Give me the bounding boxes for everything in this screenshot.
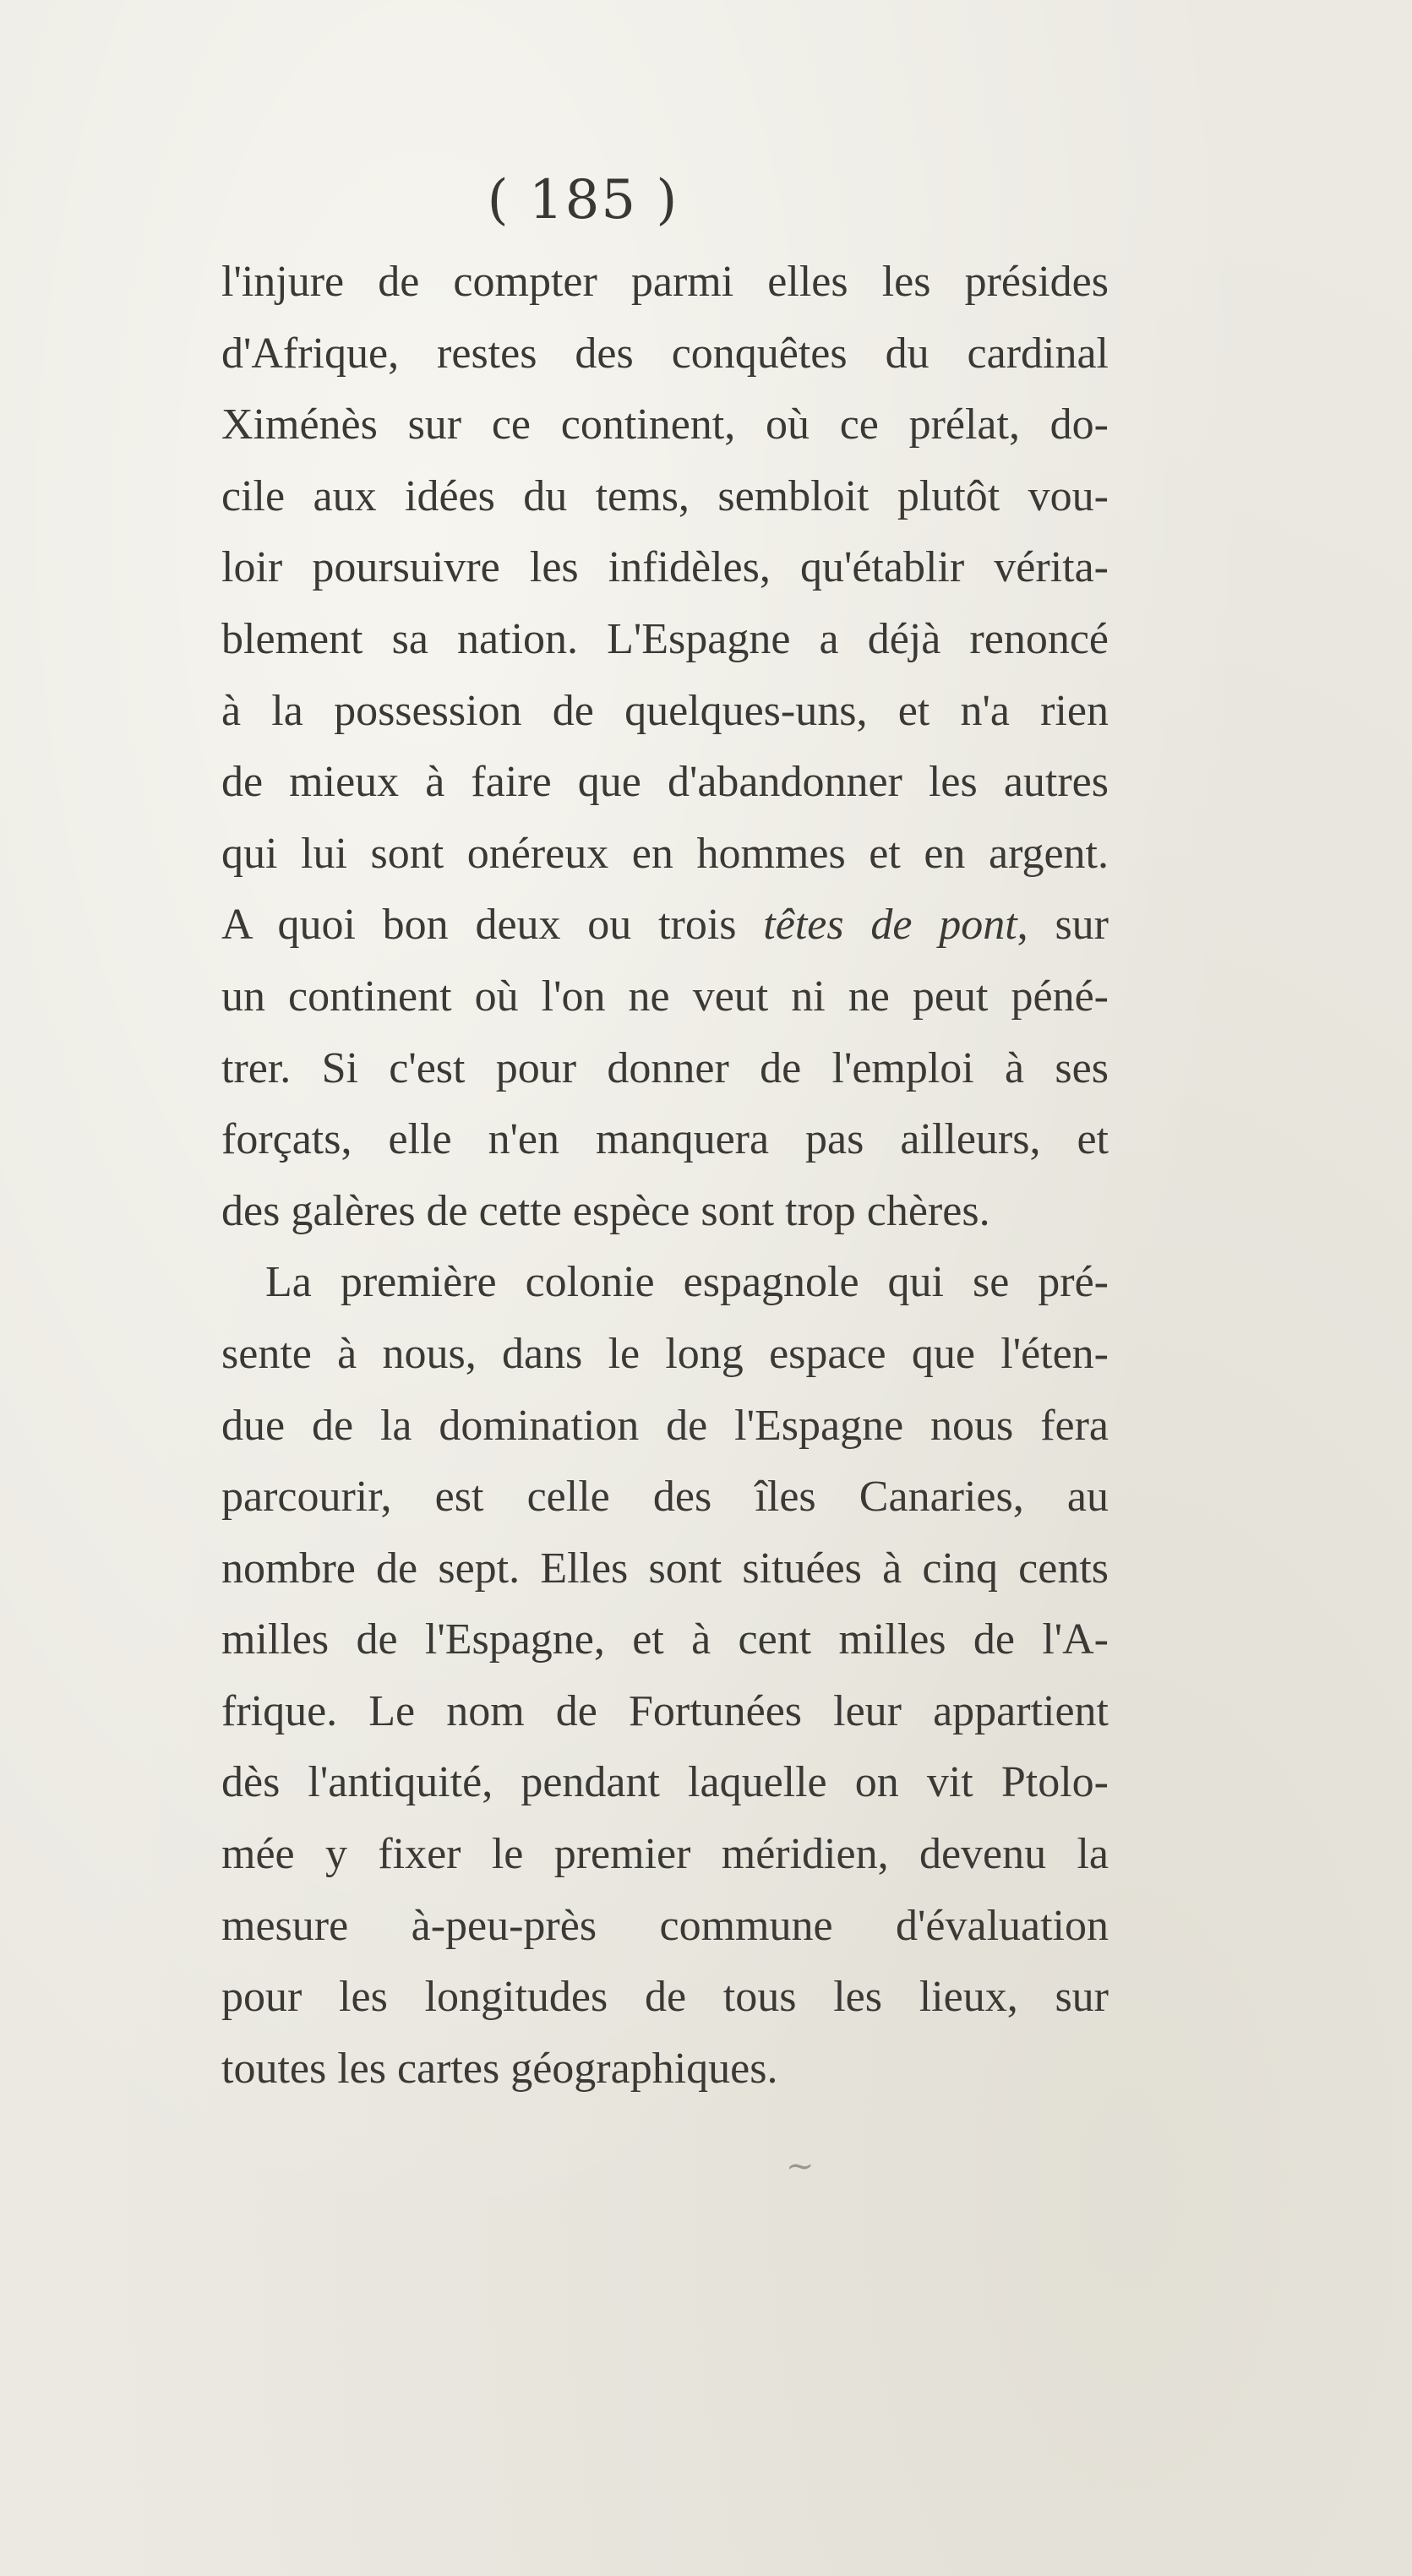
text-line: qui lui sont onéreux en hommes et en argent. [221, 829, 1109, 878]
text-line: parcourir, est celle des îles Canaries, au [221, 1473, 1109, 1522]
text-line: Ximénès sur ce continent, où ce prélat, do- [221, 400, 1109, 449]
text-line [221, 890, 1109, 961]
text-line: milles de l'Espagne, et à cent milles de l'A- [221, 1615, 1109, 1664]
text-line: loir poursuivre les infidèles, qu'établir vérita- [221, 543, 1109, 592]
text-line: sente à nous, dans le long espace que l'éten- [221, 1329, 1109, 1378]
text-line: d'Afrique, restes des conquêtes du cardinal [221, 329, 1109, 378]
paragraph-end-line: des galères de cette espèce sont trop chères. [221, 1186, 990, 1235]
paragraph-start-line: La première colonie espagnole qui se pré- [265, 1258, 1109, 1307]
text-line: de mieux à faire que d'abandonner les autres [221, 758, 1109, 807]
text-line: due de la domination de l'Espagne nous fera [221, 1401, 1109, 1450]
text-line: blement sa nation. L'Espagne a déjà renoncé [221, 614, 1109, 663]
footer-mark: ~ [786, 2147, 815, 2186]
body-text [221, 247, 1109, 2105]
text-line: à la possession de quelques-uns, et n'a rien [221, 686, 1109, 735]
text-line: pour les longitudes de tous les lieux, sur [221, 1973, 1109, 2022]
text-segment: A quoi bon deux ou trois [221, 901, 764, 950]
text-segment: , sur [1017, 901, 1109, 950]
text-line: l'injure de compter parmi elles les présides [221, 258, 1109, 306]
text-line: trer. Si c'est pour donner de l'emploi à ses [221, 1043, 1109, 1092]
page-number: ( 185 ) [487, 169, 679, 231]
text-line: frique. Le nom de Fortunées leur appartient [221, 1686, 1109, 1735]
text-line: mée y fixer le premier méridien, devenu la [221, 1830, 1109, 1879]
text-line: mesure à-peu-près commune d'évaluation [221, 1901, 1109, 1950]
text-line: nombre de sept. Elles sont situées à cinq cents [221, 1544, 1109, 1593]
italic-phrase: têtes de pont [763, 901, 1017, 950]
text-line: cile aux idées du tems, sembloit plutôt vou- [221, 471, 1109, 520]
text-line: dès l'antiquité, pendant laquelle on vit Ptolo- [221, 1758, 1109, 1807]
text-line: forçats, elle n'en manquera pas ailleurs, et [221, 1115, 1109, 1164]
text-line: un continent où l'on ne veut ni ne peut péné- [221, 972, 1109, 1021]
paragraph-end-line: toutes les cartes géographiques. [221, 2044, 778, 2093]
